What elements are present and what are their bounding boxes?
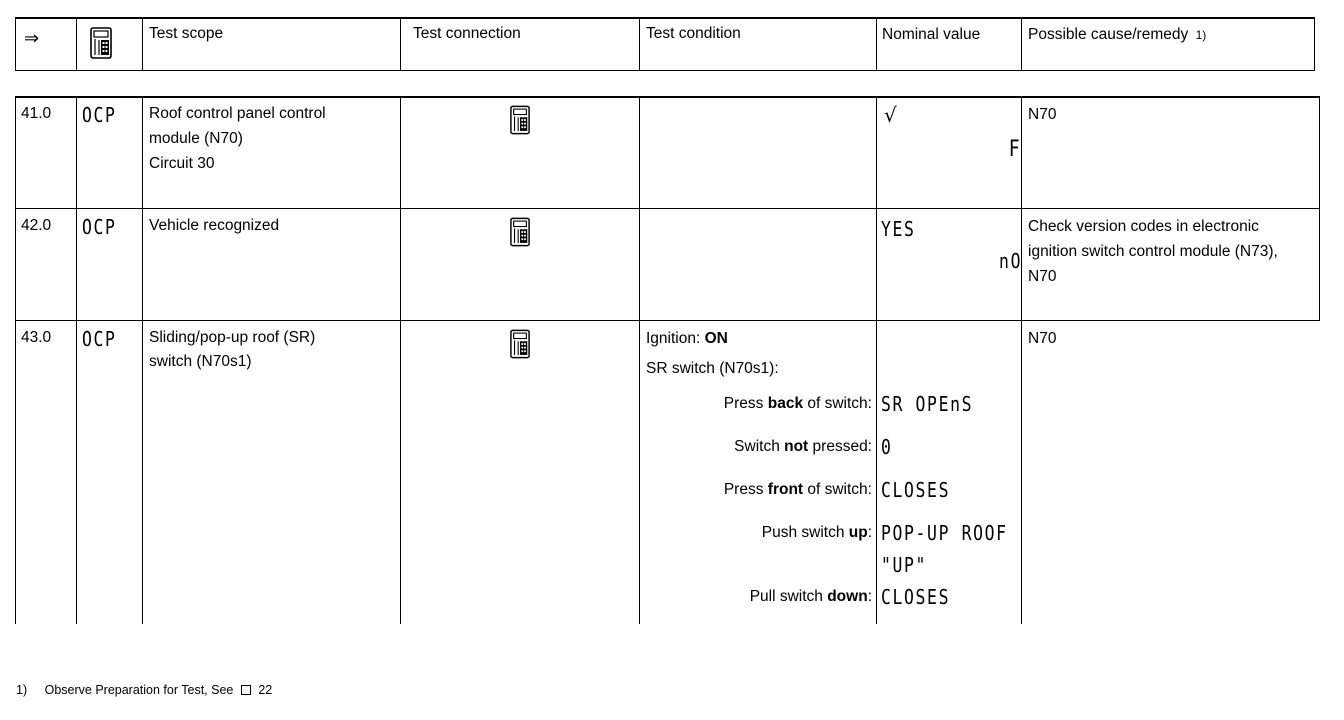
body-col-line-7 (1319, 96, 1320, 320)
header-col-line-4 (639, 17, 640, 71)
row-43-cause: N70 (1028, 330, 1057, 347)
row-42-cause-line-1: Check version codes in electronic (1028, 218, 1259, 235)
row-43-scope-line-1: Sliding/pop-up roof (SR) (149, 329, 316, 346)
row-42-nominal-main: YES (881, 217, 916, 241)
body-col-line-2 (142, 96, 143, 624)
row-42-scope-line-1: Vehicle recognized (149, 217, 280, 234)
row-43-condition-2: Switch not pressed: (734, 438, 872, 455)
row-43-ignition-value: ON (704, 330, 728, 347)
row-42-nominal-alt: nO (998, 249, 1022, 273)
row-41-tester-icon (510, 105, 530, 135)
body-col-line-3 (400, 96, 401, 624)
row-41-nominal-alt: F (1008, 137, 1021, 162)
row-42-mode: OCP (82, 215, 117, 239)
row-43-nominal-4: POP-UP ROOF (881, 521, 1008, 545)
row-43-tester-icon (510, 329, 530, 359)
row-41-scope-line-3: Circuit 30 (149, 155, 215, 172)
body-col-line-6 (1021, 96, 1022, 624)
row-41-scope-line-2: module (N70) (149, 130, 243, 147)
header-nominal-value: Nominal value (882, 26, 981, 43)
header-bottom-border (15, 70, 1315, 71)
header-col-line-1 (76, 17, 77, 71)
header-col-line-7 (1314, 17, 1315, 71)
footnote-page: 22 (258, 683, 273, 697)
body-col-line-0 (15, 96, 16, 624)
row-43-nominal-2: 0 (881, 435, 893, 459)
header-col-line-2 (142, 17, 143, 71)
body-col-line-4 (639, 96, 640, 624)
row-divider-42-43 (15, 320, 1320, 321)
row-43-nominal-1: SR OPEnS (881, 392, 974, 416)
body-col-line-5 (876, 96, 877, 624)
row-43-ignition-label: Ignition: (646, 330, 705, 347)
row-41-scope-line-1: Roof control panel control (149, 105, 326, 122)
row-43-condition-1: Press back of switch: (723, 395, 872, 412)
row-43-number: 43.0 (21, 329, 52, 346)
header-footnote-ref: 1) (1195, 28, 1207, 42)
row-42-cause-line-2: ignition switch control module (N73), (1028, 243, 1278, 260)
header-col-line-3 (400, 17, 401, 71)
header-top-border (15, 17, 1315, 19)
header-test-connection: Test connection (413, 25, 521, 42)
header-possible-cause (1028, 22, 1206, 48)
header-col-line-0 (15, 17, 16, 71)
row-43-condition-4: Push switch up: (761, 524, 872, 541)
header-col-line-5 (876, 17, 877, 71)
footnote-text: Observe Preparation for Test, See (44, 683, 234, 697)
body-top-border (15, 96, 1320, 98)
row-42-number: 42.0 (21, 217, 52, 234)
row-43-mode: OCP (82, 327, 117, 351)
row-divider-41-42 (15, 208, 1320, 209)
row-43-scope-line-2: switch (N70s1) (149, 353, 252, 370)
header-test-scope: Test scope (149, 25, 224, 42)
row-43-nominal-5: CLOSES (881, 585, 951, 609)
tester-icon (90, 27, 112, 59)
row-43-sr-switch: SR switch (N70s1): (646, 360, 779, 377)
row-42-cause-line-3: N70 (1028, 268, 1057, 285)
footnote (16, 683, 272, 697)
footnote-marker: 1) (16, 683, 28, 697)
header-possible-cause-label: Possible cause/remedy (1028, 26, 1189, 43)
header-arrow: ⇒ (24, 28, 40, 48)
row-43-nominal-4b: "UP" (881, 553, 928, 577)
body-col-line-1 (76, 96, 77, 624)
row-43-condition-3: Press front of switch: (723, 481, 872, 498)
row-41-cause: N70 (1028, 106, 1057, 123)
row-43-ignition (646, 326, 728, 351)
row-41-nominal-check: √ (884, 103, 897, 127)
row-41-number: 41.0 (21, 105, 52, 122)
row-41-mode: OCP (82, 103, 117, 127)
book-icon (241, 685, 251, 695)
row-42-tester-icon (510, 217, 530, 247)
header-test-condition: Test condition (646, 25, 741, 42)
row-43-condition-5: Pull switch down: (749, 588, 872, 605)
row-43-nominal-3: CLOSES (881, 478, 951, 502)
header-col-line-6 (1021, 17, 1022, 71)
